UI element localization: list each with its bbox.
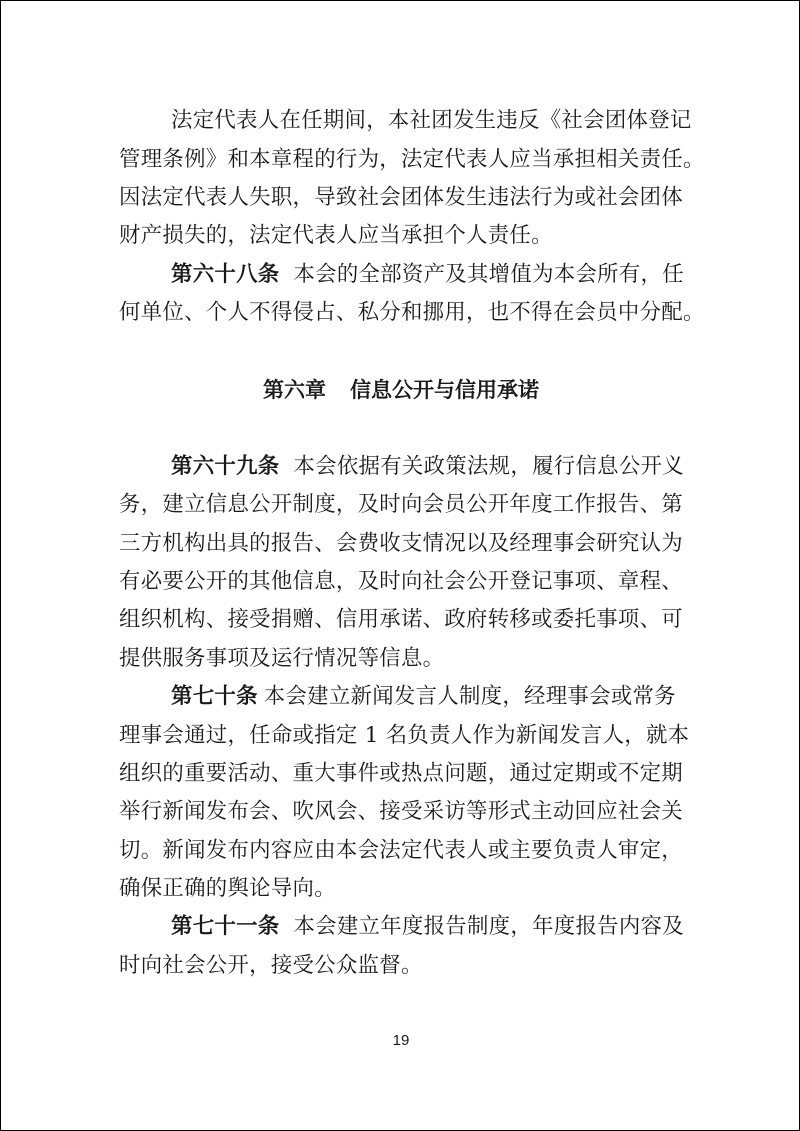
paragraph-line: 确保正确的舆论导向。 (119, 876, 336, 901)
paragraph-line: 法定代表人在任期间，本社团发生违反《社会团体登记 (171, 108, 692, 133)
paragraph-line: 提供服务事项及运行情况等信息。 (119, 646, 445, 671)
article-71-text: 本会建立年度报告制度，年度报告内容及 (293, 914, 684, 939)
paragraph-line: 财产损失的，法定代表人应当承担个人责任。 (119, 223, 553, 248)
article-71-first-line (171, 910, 800, 944)
paragraph-line: 管理条例》和本章程的行为，法定代表人应当承担相关责任。 (119, 147, 705, 172)
paragraph-line: 有必要公开的其他信息，及时向社会公开登记事项、章程、 (119, 569, 683, 594)
article-71-label: 第七十一条 (171, 914, 280, 939)
paragraph-line: 三方机构出具的报告、会费收支情况以及经理事会研究认为 (119, 531, 683, 556)
paragraph-line: 理事会通过，任命或指定 1 名负责人作为新闻发言人，就本 (119, 723, 690, 748)
chapter-heading (1, 373, 800, 407)
article-69-first-line (171, 450, 800, 484)
article-68-first-line (171, 258, 800, 292)
paragraph-line: 时向社会公开，接受公众监督。 (119, 953, 423, 978)
paragraph-line: 举行新闻发布会、吹风会、接受采访等形式主动回应社会关 (119, 799, 683, 824)
paragraph-line: 因法定代表人失职，导致社会团体发生违法行为或社会团体 (119, 185, 683, 210)
article-68-label: 第六十八条 (171, 262, 280, 287)
paragraph-line: 切。新闻发布内容应由本会法定代表人或主要负责人审定， (119, 838, 683, 863)
chapter-number: 第六章 (263, 378, 326, 402)
article-69-text: 本会依据有关政策法规，履行信息公开义 (293, 454, 684, 479)
paragraph-line: 组织机构、接受捐赠、信用承诺、政府转移或委托事项、可 (119, 607, 683, 632)
page-number: 19 (392, 1032, 410, 1049)
article-68-text: 本会的全部资产及其增值为本会所有，任 (293, 262, 684, 287)
article-70-first-line (171, 680, 800, 714)
paragraph-line: 组织的重要活动、重大事件或热点问题，通过定期或不定期 (119, 761, 683, 786)
paragraph-line: 何单位、个人不得侵占、私分和挪用，也不得在会员中分配。 (119, 300, 705, 325)
article-70-label: 第七十条 (171, 684, 258, 709)
chapter-title: 信息公开与信用承诺 (350, 378, 539, 402)
article-70-text: 本会建立新闻发言人制度，经理事会或常务 (263, 684, 676, 709)
article-69-label: 第六十九条 (171, 454, 280, 479)
paragraph-line: 务，建立信息公开制度，及时向会员公开年度工作报告、第 (119, 492, 683, 517)
